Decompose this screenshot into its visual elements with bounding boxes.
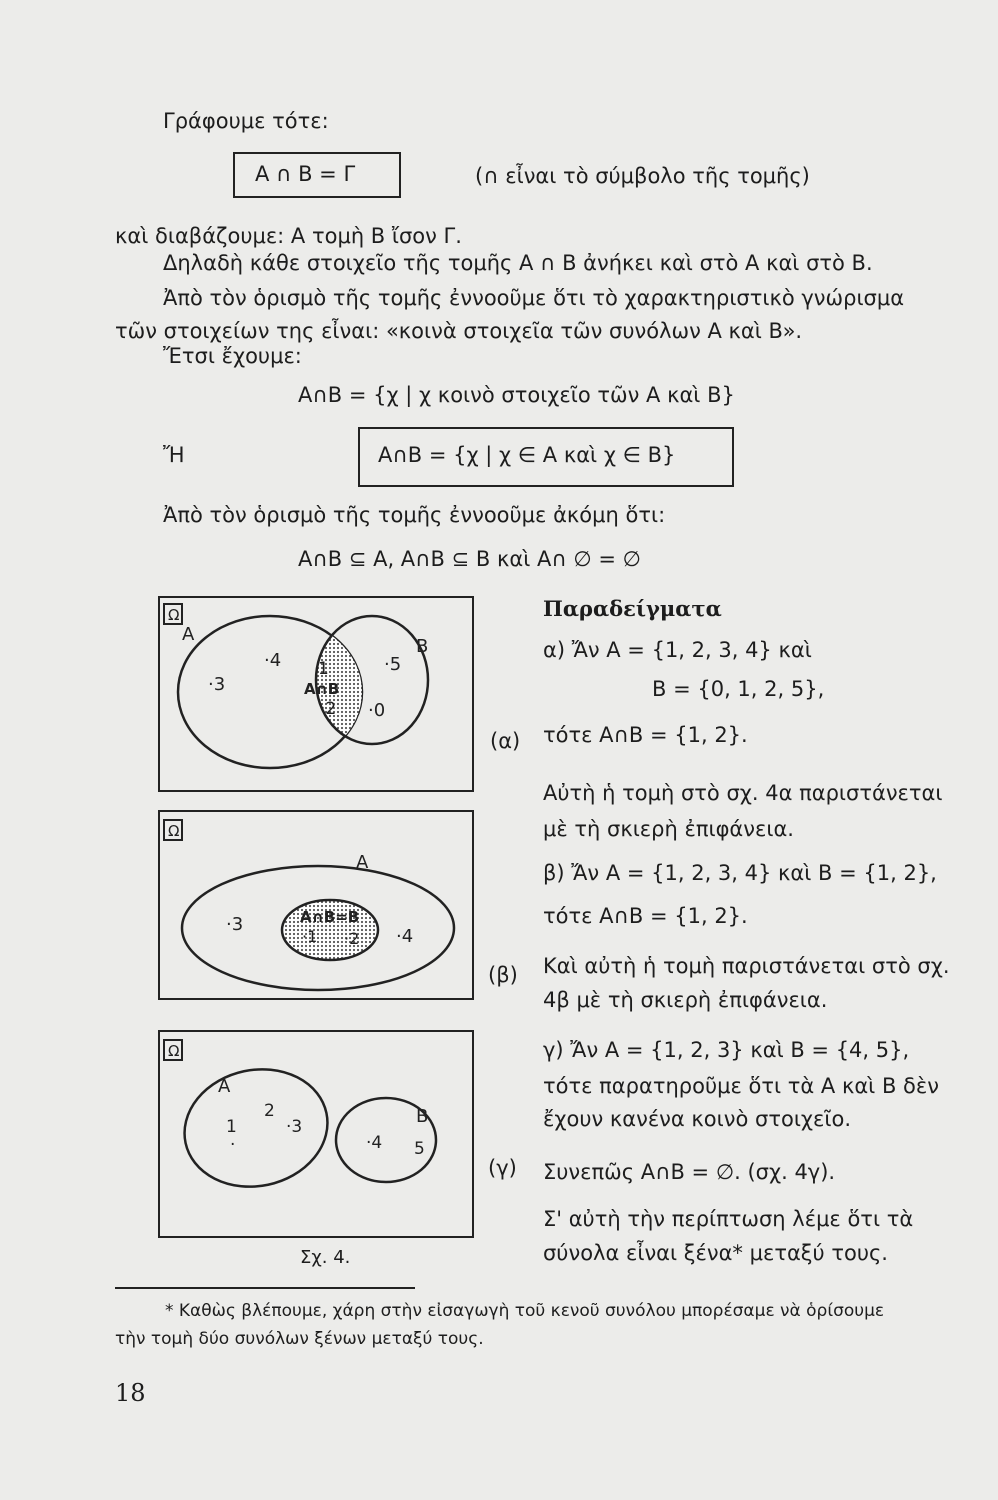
text-line: (∩ εἶναι τὸ σύμβολο τῆς τομῆς) (475, 164, 810, 188)
venn-figure-a (158, 596, 474, 792)
label-a: A (218, 1076, 231, 1097)
example-line: 4β μὲ τὴ σκιερὴ ἐπιφάνεια. (543, 988, 828, 1012)
element: ·4 (264, 650, 282, 671)
element: ·3 (286, 1117, 303, 1137)
example-line: μὲ τὴ σκιερὴ ἐπιφάνεια. (543, 817, 794, 841)
element: 1 (226, 1117, 237, 1137)
universe-label: Ω (168, 606, 180, 624)
text-line: Δηλαδὴ κάθε στοιχεῖο τῆς τομῆς A ∩ B ἀνήκει καὶ στὸ A καὶ στὸ B. (163, 251, 873, 275)
page-number: 18 (115, 1379, 146, 1407)
text-line: Ἔτσι ἔχουμε: (163, 344, 302, 368)
label-b: B (416, 1106, 429, 1127)
formula-text: A∩B ⊆ A, A∩B ⊆ B καὶ A∩ ∅ = ∅ (298, 547, 641, 571)
text-line: Ἤ (163, 443, 185, 467)
text-line: Ἀπὸ τὸν ὁρισμὸ τῆς τομῆς ἐννοοῦμε ὅτι τὸ χαρακτηριστικὸ γνώρισμα (163, 286, 905, 310)
figure-tag: (α) (490, 729, 521, 753)
example-line: Αὐτὴ ἡ τομὴ στὸ σχ. 4α παριστάνεται (543, 781, 943, 805)
text-line: Ἀπὸ τὸν ὁρισμὸ τῆς τομῆς ἐννοοῦμε ἀκόμη ὅτι: (163, 503, 666, 527)
figure-caption: Σχ. 4. (300, 1247, 351, 1268)
example-line: σύνολα εἶναι ξένα* μεταξύ τους. (543, 1241, 888, 1265)
label-b: B (416, 636, 429, 657)
element: ·2 (320, 699, 337, 719)
element: ·2 (344, 929, 360, 948)
example-line: B = {0, 1, 2, 5}, (652, 677, 825, 701)
element: ·5 (384, 654, 402, 675)
example-line: β) Ἄν A = {1, 2, 3, 4} καὶ B = {1, 2}, (543, 861, 937, 885)
venn-diagram-a (160, 598, 472, 790)
label-a: A (182, 624, 195, 645)
footnote-rule (115, 1287, 415, 1289)
figure-tag: (γ) (488, 1156, 517, 1180)
example-line: τότε A∩B = {1, 2}. (543, 723, 748, 747)
element: ·4 (366, 1133, 383, 1153)
example-line: ἔχουν κανένα κοινὸ στοιχεῖο. (543, 1107, 852, 1131)
examples-heading: Παραδείγματα (543, 596, 722, 621)
text-line: Γράφουμε τότε: (163, 109, 329, 133)
universe-label: Ω (168, 1042, 180, 1060)
element: ·1 (302, 927, 318, 946)
venn-diagram-c (160, 1032, 472, 1236)
footnote-line: * Καθὼς βλέπουμε, χάρη στὴν εἰσαγωγὴ τοῦ κενοῦ συνόλου μπορέσαμε νὰ ὁρίσουμε (165, 1301, 885, 1321)
figure-tag: (β) (488, 963, 518, 987)
example-line: α) Ἄν A = {1, 2, 3, 4} καὶ (543, 638, 812, 662)
formula-text: A ∩ B = Γ (255, 162, 356, 186)
intersection-label: A∩B=B (300, 908, 360, 926)
venn-diagram-b (160, 812, 472, 998)
text-line: τῶν στοιχείων της εἶναι: «κοινὰ στοιχεῖα τῶν συνόλων A καὶ B». (115, 319, 803, 343)
element: ·3 (208, 674, 226, 695)
intersection-label: A∩B (304, 680, 340, 698)
example-line: τότε A∩B = {1, 2}. (543, 904, 748, 928)
venn-figure-b (158, 810, 474, 1000)
footnote-line: τὴν τομὴ δύο συνόλων ξένων μεταξύ τους. (115, 1329, 484, 1349)
element: 2 (264, 1101, 275, 1121)
formula-text: A∩B = {χ | χ κοινὸ στοιχεῖο τῶν A καὶ B} (298, 383, 735, 407)
element: 5 (414, 1139, 425, 1159)
set-a-ellipse (174, 1056, 339, 1199)
example-line: Καὶ αὐτὴ ἡ τομὴ παριστάνεται στὸ σχ. (543, 954, 950, 978)
example-line: τότε παρατηροῦμε ὅτι τὰ A καὶ B δὲν (543, 1074, 939, 1098)
example-line: γ) Ἄν A = {1, 2, 3} καὶ B = {4, 5}, (543, 1038, 910, 1062)
example-line: Συνεπῶς A∩B = ∅. (σχ. 4γ). (543, 1160, 836, 1184)
element: ·0 (368, 700, 386, 721)
label-a: A (356, 852, 369, 873)
example-line: Σ' αὐτὴ τὴν περίπτωση λέμε ὅτι τὰ (543, 1207, 914, 1231)
universe-label: Ω (168, 822, 180, 840)
formula-text: A∩B = {χ | χ ∈ A καὶ χ ∈ B} (378, 443, 676, 467)
element: · (230, 1135, 236, 1155)
element: ·3 (226, 914, 244, 935)
venn-figure-c (158, 1030, 474, 1238)
element: ·4 (396, 926, 414, 947)
element: 1 (318, 659, 329, 679)
text-line: καὶ διαβάζουμε: A τομὴ B ἴσον Γ. (115, 224, 462, 248)
